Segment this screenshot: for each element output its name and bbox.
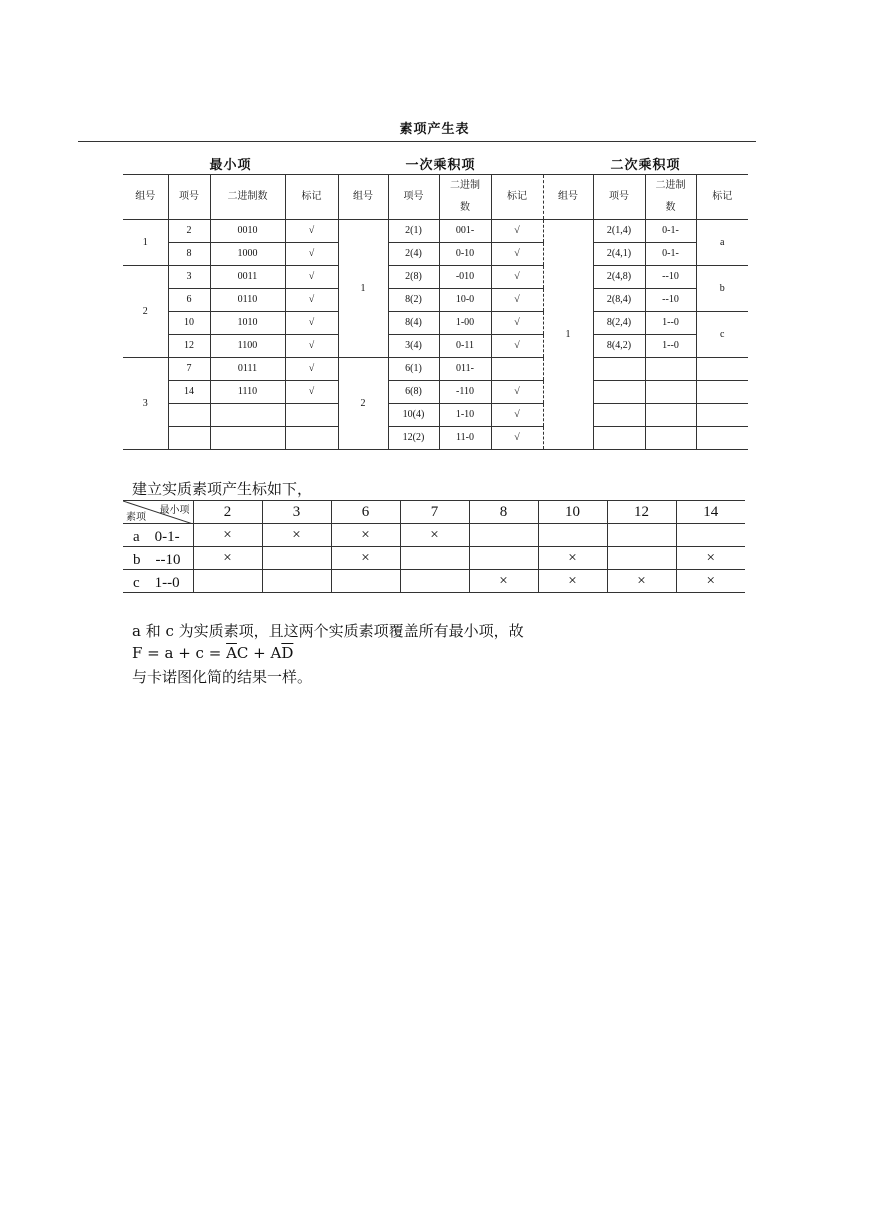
cell: -010: [439, 266, 491, 289]
header-line: 数: [460, 202, 470, 213]
cell: 10-0: [439, 289, 491, 312]
corner-cell: [123, 501, 193, 524]
cell: √: [285, 335, 338, 358]
header-cell: 标记: [696, 175, 748, 220]
mark: ×: [331, 524, 400, 547]
cell: 6: [168, 289, 210, 312]
cell: 1000: [210, 243, 285, 266]
column-header: 7: [400, 501, 469, 524]
table-row: [123, 289, 748, 312]
header-cell: 组号: [123, 175, 168, 220]
column-header: 14: [676, 501, 745, 524]
cell: 2: [168, 220, 210, 243]
cell: [593, 404, 645, 427]
corner-top-label: 最小项: [159, 505, 190, 516]
cell: √: [491, 220, 543, 243]
cell: √: [491, 243, 543, 266]
cell: -110: [439, 381, 491, 404]
header-cell: 二进制数: [210, 175, 285, 220]
mark: ×: [400, 524, 469, 547]
cell: [168, 404, 210, 427]
group-cell: 1: [543, 220, 593, 450]
column-header: 10: [538, 501, 607, 524]
cell: 8(2,4): [593, 312, 645, 335]
mark: ×: [676, 570, 745, 593]
title-divider: [78, 141, 756, 142]
cell: √: [491, 266, 543, 289]
cell: 6(8): [388, 381, 439, 404]
cell: 8(4,2): [593, 335, 645, 358]
cell: --10: [645, 266, 696, 289]
prime-implicant-chart: [123, 500, 745, 593]
cell: 2(8): [388, 266, 439, 289]
header-cell: 项号: [388, 175, 439, 220]
cell: 10: [168, 312, 210, 335]
cell: [593, 381, 645, 404]
header-cell: 标记: [285, 175, 338, 220]
cell: √: [285, 266, 338, 289]
cell: 10(4): [388, 404, 439, 427]
mark: [262, 547, 331, 570]
table-row: [123, 243, 748, 266]
cell: 011-: [439, 358, 491, 381]
equation-prefix: F = a + c =: [132, 644, 227, 662]
cell: 11-0: [439, 427, 491, 450]
cell: √: [285, 358, 338, 381]
cell: 0-1-: [645, 243, 696, 266]
cell: √: [491, 404, 543, 427]
cell: 2(4,1): [593, 243, 645, 266]
column-header: 2: [193, 501, 262, 524]
mark-cell: c: [696, 312, 748, 358]
cell: 0011: [210, 266, 285, 289]
cell: √: [285, 220, 338, 243]
cell: 1--0: [645, 335, 696, 358]
intro-text: 建立实质素项产生标如下，: [132, 480, 313, 498]
cell: 0-1-: [645, 220, 696, 243]
mark: [400, 570, 469, 593]
cell: [696, 381, 748, 404]
header-cell: [439, 175, 491, 220]
equation-a-bar: $\overline{A}$: [226, 644, 237, 662]
cell: 3: [168, 266, 210, 289]
table-row: [123, 266, 748, 289]
group-cell: 2: [338, 358, 388, 450]
table-row: [123, 312, 748, 335]
chart-row: [123, 570, 745, 593]
column-header: 8: [469, 501, 538, 524]
cell: 0-11: [439, 335, 491, 358]
cell: 1-00: [439, 312, 491, 335]
cell: 0-10: [439, 243, 491, 266]
cell: 0010: [210, 220, 285, 243]
group-cell: 1: [123, 220, 168, 266]
mark: [607, 547, 676, 570]
cell: √: [491, 289, 543, 312]
mark: ×: [538, 547, 607, 570]
mark: ×: [538, 570, 607, 593]
cell: 2(8,4): [593, 289, 645, 312]
table-row: [123, 335, 748, 358]
cell: [593, 358, 645, 381]
table-row: [123, 358, 748, 381]
cell: 1110: [210, 381, 285, 404]
document-title: 素项产生表: [399, 122, 470, 137]
mark: [193, 570, 262, 593]
table-row: [123, 427, 748, 450]
table-row: [123, 404, 748, 427]
mark: [331, 570, 400, 593]
mark: ×: [331, 547, 400, 570]
cell: [645, 358, 696, 381]
header-cell: 组号: [338, 175, 388, 220]
cell: [696, 427, 748, 450]
mark: [538, 524, 607, 547]
header-cell: 标记: [491, 175, 543, 220]
chart-header-row: [123, 501, 745, 524]
header-line: 二进制: [450, 180, 480, 191]
cell: 3(4): [388, 335, 439, 358]
cell: 14: [168, 381, 210, 404]
mark: [607, 524, 676, 547]
mark: [469, 524, 538, 547]
cell: 2(1,4): [593, 220, 645, 243]
corner-bottom-label: 素项: [126, 512, 146, 523]
mark: [400, 547, 469, 570]
cell: 8(4): [388, 312, 439, 335]
cell: [210, 427, 285, 450]
mark: [676, 524, 745, 547]
mark: ×: [469, 570, 538, 593]
cell: [645, 381, 696, 404]
column-header: 12: [607, 501, 676, 524]
column-header: 3: [262, 501, 331, 524]
mark: ×: [193, 547, 262, 570]
cell: 8(2): [388, 289, 439, 312]
cell: 7: [168, 358, 210, 381]
table-header-row: [123, 175, 748, 220]
cell: [285, 404, 338, 427]
section-first-order: 一次乘积项: [405, 158, 476, 173]
equation-middle: C + A: [236, 644, 282, 662]
prime-implicant-generation-table: [123, 174, 748, 450]
mark-cell: b: [696, 266, 748, 312]
cell: [593, 427, 645, 450]
conclusion-line-1: a 和 c 为实质素项，且这两个实质素项覆盖所有最小项，故: [132, 622, 524, 640]
equation-d-bar: $\overline{D}$: [281, 644, 294, 662]
cell: 2(1): [388, 220, 439, 243]
column-header: 6: [331, 501, 400, 524]
cell: 2(4,8): [593, 266, 645, 289]
header-cell: 项号: [168, 175, 210, 220]
mark: ×: [193, 524, 262, 547]
cell: 0111: [210, 358, 285, 381]
cell: 1--0: [645, 312, 696, 335]
group-cell: 3: [123, 358, 168, 450]
header-cell: [645, 175, 696, 220]
conclusion-line-3: 与卡诺图化简的结果一样。: [132, 668, 313, 686]
cell: √: [491, 381, 543, 404]
cell: 12: [168, 335, 210, 358]
cell: 6(1): [388, 358, 439, 381]
row-label: c 1--0: [123, 570, 193, 593]
cell: 1100: [210, 335, 285, 358]
cell: [645, 427, 696, 450]
cell: 12(2): [388, 427, 439, 450]
header-line: 数: [665, 202, 676, 213]
table-row: [123, 381, 748, 404]
mark-cell: a: [696, 220, 748, 266]
mark: [262, 570, 331, 593]
cell: √: [285, 381, 338, 404]
mark: ×: [607, 570, 676, 593]
cell: [645, 404, 696, 427]
cell: 8: [168, 243, 210, 266]
cell: --10: [645, 289, 696, 312]
mark: ×: [262, 524, 331, 547]
cell: 2(4): [388, 243, 439, 266]
cell: √: [285, 289, 338, 312]
group-cell: 1: [338, 220, 388, 358]
cell: [696, 404, 748, 427]
row-label: a 0-1-: [123, 524, 193, 547]
cell: √: [285, 312, 338, 335]
header-cell: 组号: [543, 175, 593, 220]
header-line: 二进制: [655, 180, 686, 191]
cell: [285, 427, 338, 450]
cell: √: [491, 335, 543, 358]
section-minterms: 最小项: [209, 158, 252, 173]
group-cell: 2: [123, 266, 168, 358]
mark: [469, 547, 538, 570]
cell: [696, 358, 748, 381]
cell: 1010: [210, 312, 285, 335]
equation: [132, 644, 293, 662]
chart-row: [123, 547, 745, 570]
cell: √: [285, 243, 338, 266]
cell: [210, 404, 285, 427]
cell: [168, 427, 210, 450]
chart-row: [123, 524, 745, 547]
section-second-order: 二次乘积项: [610, 158, 681, 173]
cell: [491, 358, 543, 381]
cell: 001-: [439, 220, 491, 243]
cell: √: [491, 427, 543, 450]
cell: 0110: [210, 289, 285, 312]
mark: ×: [676, 547, 745, 570]
table-row: [123, 220, 748, 243]
header-cell: 项号: [593, 175, 645, 220]
cell: √: [491, 312, 543, 335]
cell: 1-10: [439, 404, 491, 427]
row-label: b --10: [123, 547, 193, 570]
